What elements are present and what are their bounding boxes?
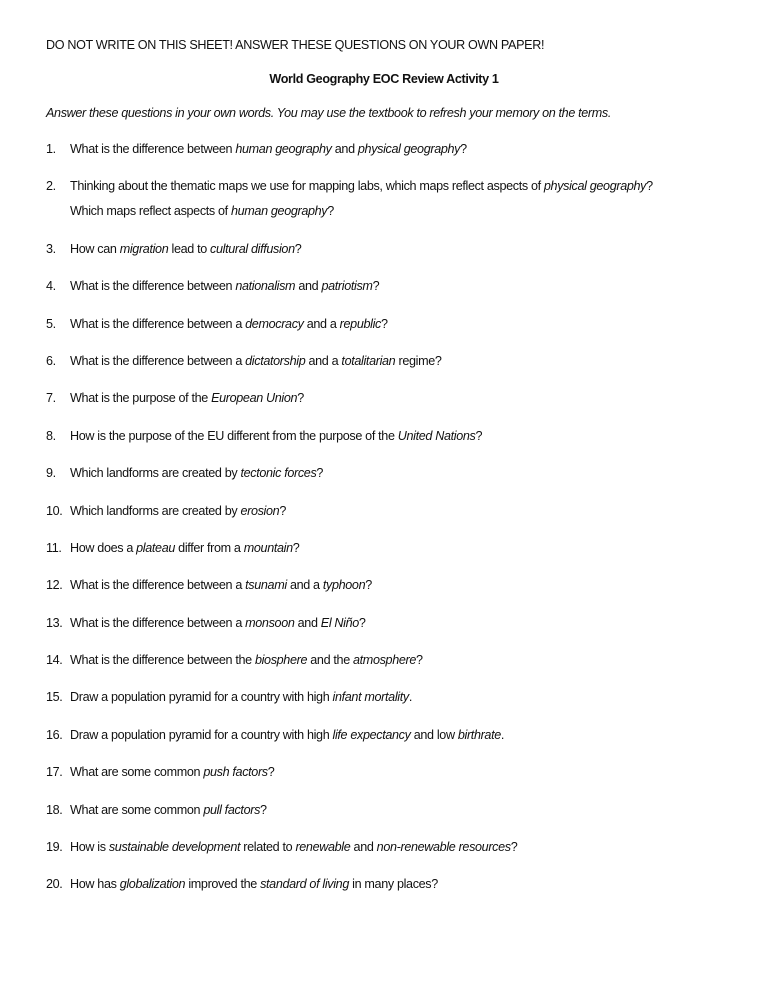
question-text: in many places?	[349, 877, 438, 892]
question-number: 17.	[46, 765, 63, 780]
question-text: ?	[380, 316, 388, 331]
question-text: Which landforms are created by	[70, 466, 241, 481]
question-text: Draw a population pyramid for a country with high	[70, 690, 333, 705]
question-number: 5.	[46, 316, 56, 331]
question-number: 4.	[46, 279, 56, 294]
question-text: What are some common	[70, 765, 204, 780]
question-text: .	[408, 690, 412, 705]
question-text: ?	[267, 765, 275, 780]
question-item	[0, 835, 720, 860]
key-term: typhoon	[322, 578, 366, 593]
question-text: ?	[297, 391, 304, 406]
question-item	[0, 872, 720, 897]
key-term: republic	[339, 316, 381, 331]
question-text: What are some common	[70, 802, 204, 817]
question-text: What is the difference between a	[70, 578, 246, 593]
question-number: 14.	[46, 653, 63, 668]
question-item	[0, 312, 720, 337]
key-term: human geography	[230, 204, 328, 219]
question-item	[0, 536, 720, 561]
question-number: 2.	[46, 179, 56, 194]
question-item	[0, 611, 720, 636]
question-number: 3.	[46, 241, 56, 256]
question-text: Which maps reflect aspects of	[70, 204, 231, 219]
question-item	[0, 237, 720, 262]
question-text: ?	[646, 179, 653, 194]
question-text: and	[331, 142, 358, 156]
question-text: and a	[305, 353, 342, 368]
question-text: improved the	[185, 877, 261, 892]
question-text: What is the difference between	[70, 279, 236, 294]
question-text: and	[294, 615, 321, 630]
question-number: 11.	[46, 540, 62, 555]
question-text: What is the difference between	[70, 142, 236, 156]
question-number: 15.	[46, 690, 63, 705]
question-text: Which landforms are created by	[70, 503, 241, 518]
key-term: atmosphere	[353, 653, 417, 668]
question-text: ?	[358, 615, 366, 630]
key-term: renewable	[295, 840, 351, 855]
key-term: erosion	[240, 503, 280, 518]
question-number: 12.	[46, 578, 63, 593]
question-text: ?	[416, 653, 423, 668]
question-text: related to	[240, 840, 296, 855]
question-text: ?	[292, 540, 300, 555]
key-term: standard of living	[260, 877, 349, 892]
question-number: 6.	[46, 353, 56, 368]
question-text: Thinking about the thematic maps we use for mapping labs, which maps reflect aspects of	[70, 179, 544, 194]
question-text: regime?	[395, 353, 442, 368]
key-term: human geography	[235, 142, 332, 156]
question-item	[0, 349, 720, 374]
question-number: 20.	[46, 877, 63, 892]
key-term: democracy	[245, 316, 304, 331]
question-number: 1.	[46, 142, 56, 156]
question-number: 16.	[46, 727, 63, 742]
question-item	[0, 685, 720, 710]
key-term: migration	[119, 241, 169, 256]
question-text: ?	[475, 428, 483, 443]
key-term: European Union	[211, 391, 298, 406]
question-text: and	[295, 279, 322, 294]
question-text: How is the purpose of the EU different from the purpose of the	[70, 428, 398, 443]
question-item	[0, 386, 720, 411]
key-term: patriotism	[321, 279, 373, 294]
key-term: monsoon	[245, 615, 295, 630]
question-number: 18.	[46, 802, 63, 817]
key-term: tectonic forces	[240, 466, 317, 481]
question-text: ?	[316, 466, 324, 481]
question-item	[0, 648, 720, 673]
key-term: birthrate	[457, 727, 501, 742]
question-text: ?	[460, 142, 467, 156]
question-list	[0, 137, 720, 910]
key-term: plateau	[136, 540, 176, 555]
question-item	[0, 723, 720, 748]
question-text: How can	[70, 241, 120, 256]
key-term: globalization	[119, 877, 186, 892]
question-text: and a	[286, 578, 323, 593]
key-term: life expectancy	[332, 727, 411, 742]
question-text: ?	[372, 279, 380, 294]
key-term: biosphere	[254, 653, 308, 668]
question-text: and a	[303, 316, 340, 331]
question-text: ?	[327, 204, 334, 219]
question-text: ?	[365, 578, 372, 593]
question-text: and the	[307, 653, 353, 668]
key-term: sustainable development	[108, 840, 241, 855]
question-text: How is	[70, 840, 109, 855]
key-term: totalitarian	[341, 353, 396, 368]
key-term: push factors	[203, 765, 268, 780]
question-item	[0, 274, 720, 299]
question-text: What is the difference between a	[70, 353, 246, 368]
question-text: How has	[70, 877, 120, 892]
question-text: ?	[279, 503, 286, 518]
question-text: How does a	[70, 540, 137, 555]
key-term: physical geography	[357, 142, 461, 156]
question-text: What is the difference between the	[70, 653, 255, 668]
question-number: 13.	[46, 615, 63, 630]
question-text: What is the difference between a	[70, 316, 246, 331]
key-term: pull factors	[203, 802, 261, 817]
question-number: 7.	[46, 391, 56, 406]
question-item	[0, 798, 720, 823]
question-item	[0, 760, 720, 785]
key-term: non-renewable resources	[376, 840, 511, 855]
key-term: nationalism	[235, 279, 296, 294]
question-item	[0, 424, 720, 449]
question-text: .	[500, 727, 505, 742]
question-number: 8.	[46, 428, 56, 443]
question-text: Draw a population pyramid for a country with high	[70, 727, 333, 742]
question-text: and low	[410, 727, 458, 742]
question-text: differ from a	[175, 540, 244, 555]
key-term: El Niño	[320, 615, 359, 630]
question-text: lead to	[168, 241, 211, 256]
question-text: What is the purpose of the	[70, 391, 212, 406]
question-item	[0, 137, 720, 162]
page-title: World Geography EOC Review Activity 1	[269, 72, 499, 86]
key-term: infant mortality	[332, 690, 409, 705]
instructions: Answer these questions in your own words. You may use the textbook to refresh your memory on the terms.	[46, 106, 612, 120]
key-term: mountain	[243, 540, 293, 555]
warning-heading: DO NOT WRITE ON THIS SHEET! ANSWER THESE QUESTIONS ON YOUR OWN PAPER!	[46, 38, 545, 52]
question-item	[0, 499, 720, 524]
question-item	[0, 174, 720, 224]
question-number: 9.	[46, 466, 56, 481]
question-number: 10.	[46, 503, 63, 518]
key-term: tsunami	[245, 578, 287, 593]
question-text: ?	[260, 802, 267, 817]
key-term: cultural diffusion	[210, 241, 295, 256]
question-text: What is the difference between a	[70, 615, 246, 630]
question-item	[0, 573, 720, 598]
question-text: ?	[510, 840, 518, 855]
question-number: 19.	[46, 840, 63, 855]
key-term: United Nations	[397, 428, 476, 443]
key-term: physical geography	[543, 179, 647, 194]
question-item	[0, 461, 720, 486]
question-text: ?	[294, 241, 302, 256]
question-text: and	[350, 840, 377, 855]
key-term: dictatorship	[245, 353, 306, 368]
